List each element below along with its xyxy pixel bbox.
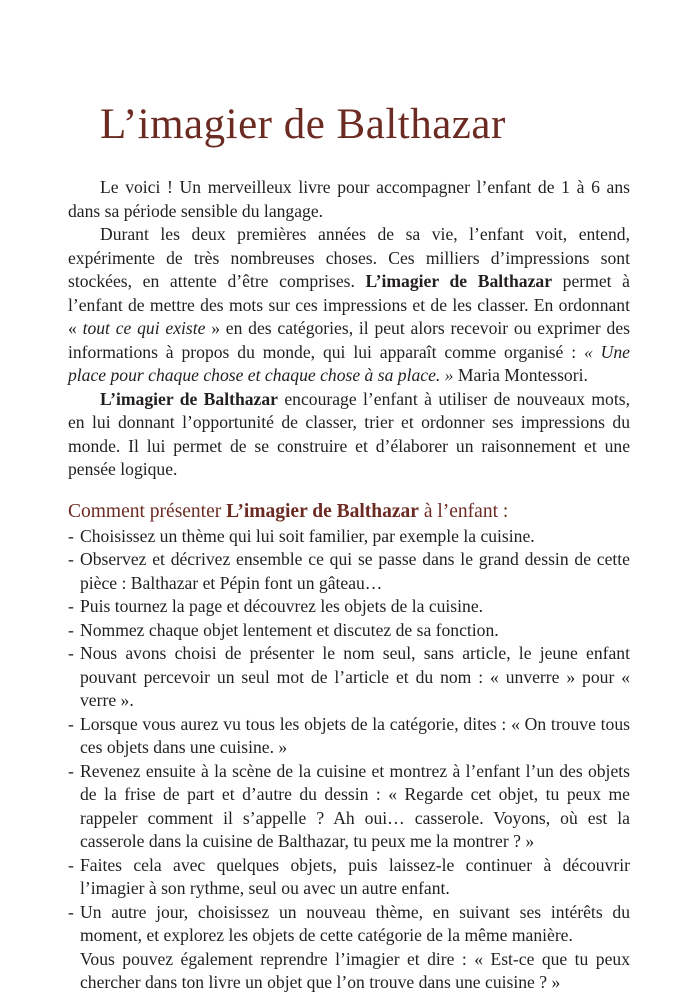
step-text: Lorsque vous aurez vu tous les objets de la catégorie, dites : « On trouve tous ces objets dans une cuisine. » — [80, 713, 630, 757]
intro-paragraph-1: Le voici ! Un merveilleux livre pour accompagner l’enfant de 1 à 6 ans dans sa période sensible du langage. — [68, 177, 630, 221]
step-text: Nous avons choisi de présenter le nom seul, sans article, le jeune enfant pouvant percevoir un seul mot de l’article et du nom : « unverre » pour « verre ». — [80, 643, 630, 710]
heading-text: Comment présenter — [68, 500, 227, 522]
body-text — [68, 176, 630, 995]
dash: - — [68, 854, 74, 875]
step-text: Choisissez un thème qui lui soit familier, par exemple la cuisine. — [80, 525, 535, 546]
montessori-quote: « Une place pour chaque chose et chaque chose à sa place. » — [68, 341, 630, 385]
dash: - — [68, 549, 74, 569]
book-title-bold: L’imagier de Balthazar — [100, 388, 278, 409]
heading-text: à l’enfant : — [418, 500, 509, 522]
step-text: Nommez chaque objet lentement et discutez de sa fonction. — [80, 619, 499, 640]
text: Durant les deux premières années de sa vie, l’enfant voit, entend, expérimente de très nombreuses choses. Ces milliers d’impressions sont stockées, en attente d’être comprises. — [68, 224, 630, 291]
dash: - — [68, 619, 74, 640]
dash: - — [68, 760, 74, 781]
dash: - — [68, 596, 74, 616]
heading-book-title: L’imagier de Balthazar — [226, 500, 419, 522]
dash: - — [68, 525, 74, 546]
book-title-bold: L’imagier de Balthazar — [365, 271, 553, 291]
italic-text: tout ce qui existe — [82, 318, 206, 338]
step-text: Puis tournez la page et découvrez les objets de la cuisine. — [80, 596, 484, 616]
dash: - — [68, 901, 74, 922]
list-item — [68, 595, 630, 619]
section-heading — [68, 499, 630, 525]
list-item — [68, 854, 630, 901]
step-text: Un autre jour, choisissez un nouveau thème, en suivant ses intérêts du moment, et explorez les objets de cette catégorie de la même manière. — [80, 901, 630, 945]
intro-paragraph-2 — [68, 223, 630, 388]
list-item — [68, 713, 630, 760]
dash: - — [68, 643, 74, 663]
list-item — [68, 642, 630, 713]
list-item — [68, 760, 630, 854]
list-item — [68, 901, 630, 948]
text: encourage l’enfant à utiliser de nouveaux mots, en lui donnant l’opportunité de classer, trier et ordonner ses impressions du monde. Il lui permet de se construire et d’élaborer un raisonnement et une pensée logique. — [68, 388, 630, 479]
step-text: Faites cela avec quelques objets, puis laissez-le continuer à découvrir l’imagier à son rythme, seul ou avec un autre enfant. — [80, 854, 630, 898]
text: permet à l’enfant de mettre des mots sur ces impressions et de les classer. En ordonnant « — [68, 271, 630, 338]
steps-list — [68, 525, 630, 948]
dash: - — [68, 713, 74, 734]
page-title: L’imagier de Balthazar — [100, 101, 506, 148]
step-text: Observez et décrivez ensemble ce qui se passe dans le grand dessin de cette pièce : Balthazar et Pépin font un gâteau… — [80, 549, 630, 593]
text: Maria Montessori. — [453, 365, 588, 385]
list-item — [68, 619, 630, 643]
list-item — [68, 525, 630, 549]
closing-text: Vous pouvez également reprendre l’imagier et dire : « Est-ce que tu peux chercher dans ton livre un objet que l’on trouve dans une cuisine ? » — [80, 948, 630, 992]
list-item — [68, 548, 630, 595]
step-text: Revenez ensuite à la scène de la cuisine et montrez à l’enfant l’un des objets de la frise de part et d’autre du dessin : « Regarde cet objet, tu peux me rappeler comment il s’appelle ? Ah oui… casserole. Voyons, où est la casserole dans la cuisine de Balthazar, tu peux me la montrer ? » — [80, 760, 630, 851]
text: » en des catégories, il peut alors recevoir ou exprimer des informations à propos du monde, qui lui apparaît comme organisé : — [68, 318, 630, 362]
intro-paragraph-3 — [68, 388, 630, 482]
